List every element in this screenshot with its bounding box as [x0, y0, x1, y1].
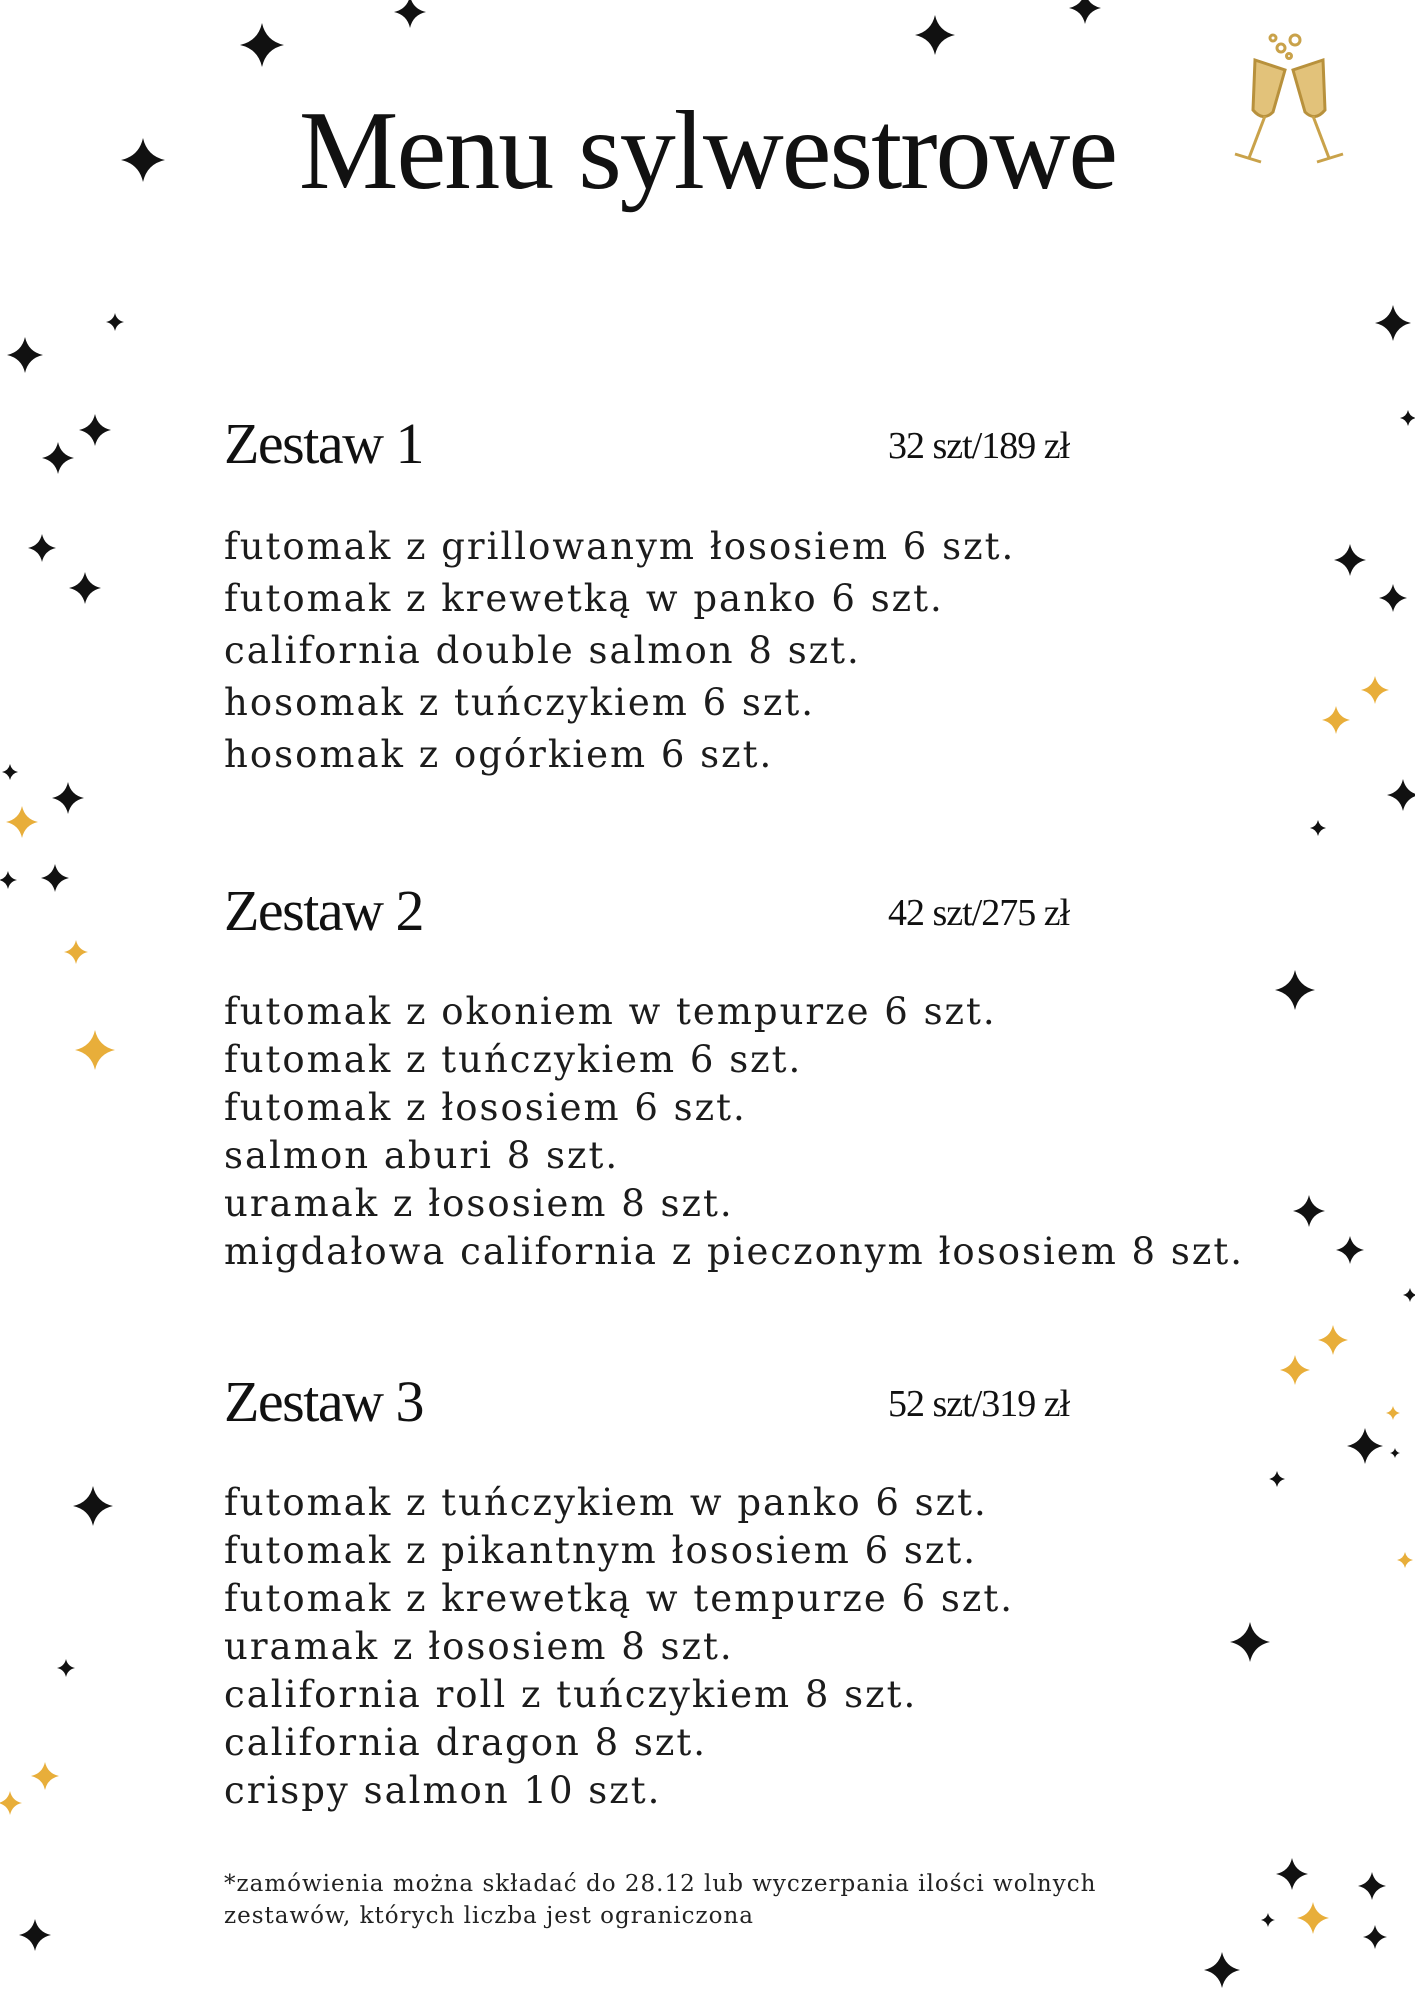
set-3 [224, 1369, 1224, 1815]
set-2-header [224, 878, 1224, 952]
sparkle-star-icon [240, 23, 284, 67]
set-3-items [224, 1479, 1224, 1815]
list-item: futomak z okoniem w tempurze 6 szt. [224, 990, 997, 1033]
sparkle-star-icon [0, 1791, 22, 1815]
sparkle-star-icon [41, 864, 69, 892]
sparkle-star-icon [69, 572, 101, 604]
sparkle-star-icon [1334, 544, 1366, 576]
sparkle-star-icon [1204, 1952, 1240, 1988]
sparkle-star-icon [1261, 1913, 1275, 1927]
sparkle-star-icon [1390, 1448, 1400, 1458]
sparkle-star-icon [7, 337, 43, 373]
set-1-items [224, 521, 1224, 781]
sparkle-star-icon [1358, 1872, 1386, 1900]
sparkle-star-icon [19, 1919, 51, 1951]
sparkle-star-icon [75, 1030, 115, 1070]
sparkle-star-icon [1375, 305, 1411, 341]
set-2-name: Zestaw 2 [224, 878, 423, 943]
sparkle-star-icon [1386, 1406, 1400, 1420]
list-item: california roll z tuńczykiem 8 szt. [224, 1673, 918, 1716]
sparkle-star-icon [1361, 676, 1389, 704]
set-1-price: 32 szt/189 zł [888, 425, 1070, 467]
set-1-name: Zestaw 1 [224, 411, 423, 476]
sparkle-star-icon [79, 414, 111, 446]
set-2-items [224, 988, 1244, 1276]
sparkle-star-icon [1293, 1195, 1325, 1227]
sparkle-star-icon [73, 1486, 113, 1526]
sparkle-star-icon [52, 782, 84, 814]
sparkle-star-icon [1069, 0, 1101, 24]
footnote-line-2: zestawów, których liczba jest ograniczona [224, 1903, 754, 1929]
list-item: salmon aburi 8 szt. [224, 1134, 620, 1177]
sparkle-star-icon [1297, 1902, 1329, 1934]
sparkle-star-icon [31, 1762, 59, 1790]
list-item: migdałowa california z pieczonym łososiem 8 szt. [224, 1230, 1244, 1273]
list-item: california dragon 8 szt. [224, 1721, 707, 1764]
sparkle-star-icon [1397, 1552, 1413, 1568]
set-1 [224, 411, 1224, 781]
footnote-line-1: *zamówienia można składać do 28.12 lub wyczerpania ilości wolnych [224, 1871, 1097, 1897]
sparkle-star-icon [0, 871, 17, 889]
sparkle-star-icon [42, 442, 74, 474]
sparkle-star-icon [1363, 1925, 1387, 1949]
list-item: futomak z tuńczykiem 6 szt. [224, 1038, 803, 1081]
page-title: Menu sylwestrowe [298, 89, 1117, 213]
list-item: hosomak z tuńczykiem 6 szt. [224, 681, 816, 724]
set-2 [224, 878, 1244, 1276]
sparkle-star-icon [1310, 820, 1326, 836]
list-item: crispy salmon 10 szt. [224, 1769, 662, 1812]
list-item: uramak z łososiem 8 szt. [224, 1625, 734, 1668]
list-item: futomak z krewetką w tempurze 6 szt. [224, 1577, 1014, 1620]
sparkle-star-icon [1403, 1288, 1415, 1302]
sparkle-star-icon [6, 806, 38, 838]
sparkle-star-icon [57, 1659, 75, 1677]
set-3-price: 52 szt/319 zł [888, 1383, 1070, 1425]
order-footnote [224, 1868, 1124, 1932]
list-item: hosomak z ogórkiem 6 szt. [224, 733, 774, 776]
sparkle-star-icon [394, 0, 426, 28]
sparkle-star-icon [1387, 779, 1415, 811]
sparkle-star-icon [915, 15, 955, 55]
sparkle-star-icon [1379, 584, 1407, 612]
list-item: futomak z tuńczykiem w panko 6 szt. [224, 1481, 988, 1524]
sparkle-star-icon [2, 764, 18, 780]
list-item: futomak z krewetką w panko 6 szt. [224, 577, 944, 620]
sparkle-star-icon [1347, 1428, 1383, 1464]
list-item: futomak z łososiem 6 szt. [224, 1086, 747, 1129]
list-item: futomak z grillowanym łososiem 6 szt. [224, 525, 1016, 568]
sparkle-star-icon [1275, 970, 1315, 1010]
sparkle-star-icon [1230, 1622, 1270, 1662]
set-1-header [224, 411, 1224, 485]
sparkle-star-icon [28, 534, 56, 562]
sparkle-star-icon [1400, 410, 1415, 426]
sparkle-star-icon [1276, 1858, 1308, 1890]
list-item: futomak z pikantnym łososiem 6 szt. [224, 1529, 978, 1572]
list-item: uramak z łososiem 8 szt. [224, 1182, 734, 1225]
set-3-header [224, 1369, 1224, 1443]
sparkle-star-icon [64, 940, 88, 964]
sparkle-star-icon [1318, 1325, 1348, 1355]
sparkle-star-icon [1322, 706, 1350, 734]
list-item: california double salmon 8 szt. [224, 629, 861, 672]
sparkle-star-icon [1336, 1236, 1364, 1264]
sparkle-star-icon [106, 313, 124, 331]
sparkle-star-icon [1269, 1471, 1285, 1487]
set-3-name: Zestaw 3 [224, 1369, 423, 1434]
sparkle-star-icon [1280, 1355, 1310, 1385]
set-2-price: 42 szt/275 zł [888, 892, 1070, 934]
